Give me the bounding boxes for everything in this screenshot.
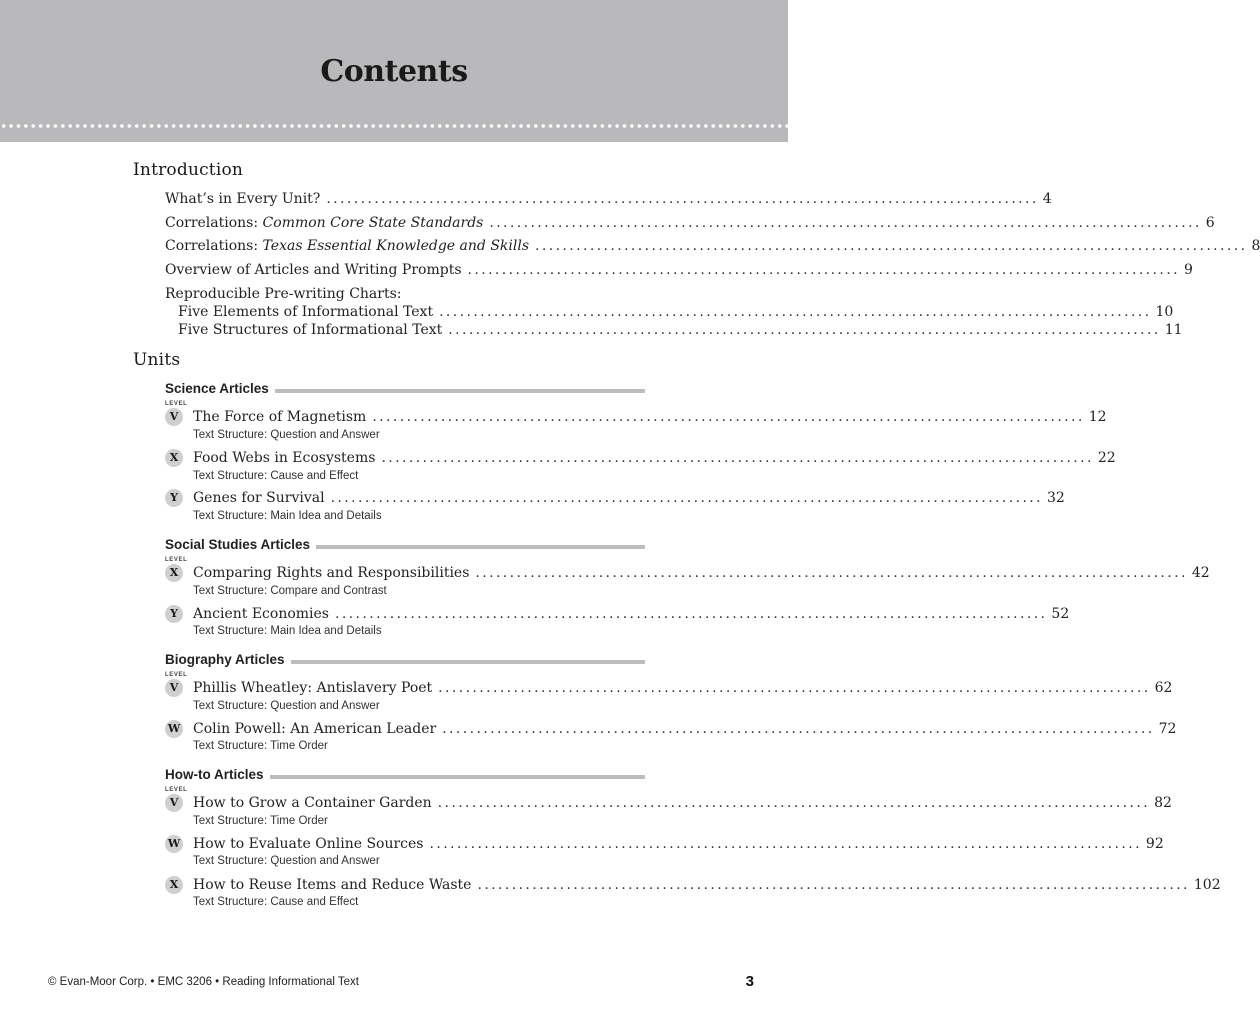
dot-leader: ........................................................................................................: [438, 680, 1151, 696]
level-badge: W: [165, 720, 183, 738]
article-title: How to Grow a Container Garden: [193, 795, 432, 811]
dot-leader: ........................................................................................................: [372, 409, 1085, 425]
introduction-heading: Introduction: [133, 160, 244, 180]
level-badge: Y: [165, 489, 183, 507]
text-structure: Text Structure: Compare and Contrast: [193, 585, 387, 597]
level-badge: V: [165, 679, 183, 697]
text-structure: Text Structure: Question and Answer: [193, 855, 380, 867]
article-page: 92: [1145, 836, 1164, 852]
article-title: Ancient Economies: [193, 606, 329, 622]
toc-entry-page: 11: [1164, 322, 1183, 338]
toc-entry-title: Correlations:: [165, 215, 263, 231]
footer-copyright: © Evan-Moor Corp. • EMC 3206 • Reading Informational Text: [48, 976, 359, 988]
dot-leader: ........................................................................................................: [489, 215, 1202, 231]
toc-entry[interactable]: [193, 721, 1177, 737]
text-structure: Text Structure: Main Idea and Details: [193, 510, 382, 522]
page-title: Contents: [320, 54, 468, 89]
level-badge: X: [165, 564, 183, 582]
charts-label: Reproducible Pre-writing Charts:: [165, 286, 402, 302]
toc-entry-title: Five Structures of Informational Text: [178, 322, 443, 338]
header-banner: [0, 0, 788, 142]
footer-page-number: 3: [745, 973, 754, 990]
text-structure: Text Structure: Time Order: [193, 815, 328, 827]
category-heading: [165, 767, 645, 782]
toc-entry[interactable]: [193, 565, 1210, 581]
level-badge: W: [165, 835, 183, 853]
dot-leader: ........................................................................................................: [330, 490, 1043, 506]
toc-entry[interactable]: [178, 304, 1174, 320]
toc-entry[interactable]: [193, 877, 1221, 893]
article-page: 32: [1047, 490, 1065, 506]
article-page: 62: [1154, 680, 1173, 696]
category-name: Science Articles: [165, 381, 269, 396]
text-structure: Text Structure: Time Order: [193, 740, 328, 752]
dot-leader: ........................................................................................................: [442, 721, 1155, 737]
dotted-border: [0, 124, 788, 128]
category-heading: [165, 537, 645, 552]
category-name: Social Studies Articles: [165, 537, 311, 552]
toc-entry-page: 10: [1155, 304, 1174, 320]
article-page: 42: [1191, 565, 1210, 581]
toc-entry-page: 9: [1183, 262, 1193, 278]
article-page: 82: [1154, 795, 1172, 811]
article-page: 72: [1158, 721, 1177, 737]
toc-entry[interactable]: [193, 836, 1164, 852]
toc-entry-page: 8: [1251, 238, 1260, 254]
dot-leader: ........................................................................................................: [448, 322, 1161, 338]
category-name: How-to Articles: [165, 767, 264, 782]
article-title: Colin Powell: An American Leader: [193, 721, 437, 737]
dot-leader: ........................................................................................................: [467, 262, 1180, 278]
toc-entry[interactable]: [165, 191, 1052, 207]
category-heading: [165, 652, 645, 667]
toc-entry-title-italic: Texas Essential Knowledge and Skills: [262, 238, 530, 254]
article-title: The Force of Magnetism: [193, 409, 367, 425]
toc-entry-page: 4: [1042, 191, 1052, 207]
dot-leader: ........................................................................................................: [381, 450, 1094, 466]
toc-entry[interactable]: [178, 322, 1183, 338]
toc-entry-title: What’s in Every Unit?: [165, 191, 321, 207]
article-title: How to Reuse Items and Reduce Waste: [193, 877, 472, 893]
dot-leader: ........................................................................................................: [477, 877, 1190, 893]
category-rule: [275, 389, 645, 393]
article-title: Comparing Rights and Responsibilities: [193, 565, 470, 581]
level-label: LEVEL: [165, 401, 188, 407]
level-label: LEVEL: [165, 672, 188, 678]
dot-leader: ........................................................................................................: [429, 836, 1142, 852]
level-label: LEVEL: [165, 787, 188, 793]
category-name: Biography Articles: [165, 652, 285, 667]
text-structure: Text Structure: Question and Answer: [193, 700, 380, 712]
toc-entry-title-italic: Common Core State Standards: [262, 215, 484, 231]
text-structure: Text Structure: Question and Answer: [193, 429, 380, 441]
category-heading: [165, 381, 645, 396]
dot-leader: ........................................................................................................: [475, 565, 1188, 581]
toc-entry-page: 6: [1205, 215, 1215, 231]
article-page: 12: [1088, 409, 1107, 425]
dot-leader: ........................................................................................................: [535, 238, 1248, 254]
toc-entry-title: Correlations:: [165, 238, 263, 254]
toc-entry[interactable]: [193, 795, 1172, 811]
text-structure: Text Structure: Cause and Effect: [193, 896, 359, 908]
toc-entry[interactable]: [165, 215, 1215, 231]
level-badge: X: [165, 449, 183, 467]
level-badge: X: [165, 876, 183, 894]
article-page: 52: [1051, 606, 1070, 622]
category-rule: [316, 545, 645, 549]
level-badge: V: [165, 794, 183, 812]
level-label: LEVEL: [165, 557, 188, 563]
text-structure: Text Structure: Cause and Effect: [193, 470, 359, 482]
article-title: Phillis Wheatley: Antislavery Poet: [193, 680, 433, 696]
dot-leader: ........................................................................................................: [326, 191, 1039, 207]
article-page: 102: [1193, 877, 1221, 893]
dot-leader: ........................................................................................................: [437, 795, 1151, 811]
toc-entry[interactable]: [193, 450, 1116, 466]
toc-entry[interactable]: [193, 680, 1173, 696]
text-structure: Text Structure: Main Idea and Details: [193, 625, 382, 637]
dot-leader: ........................................................................................................: [334, 606, 1048, 622]
toc-entry[interactable]: [165, 238, 1260, 254]
category-rule: [270, 775, 645, 779]
toc-entry[interactable]: [193, 409, 1107, 425]
article-title: How to Evaluate Online Sources: [193, 836, 424, 852]
level-badge: V: [165, 408, 183, 426]
article-title: Food Webs in Ecosystems: [193, 450, 376, 466]
toc-entry-title: Overview of Articles and Writing Prompts: [165, 262, 462, 278]
toc-entry[interactable]: [193, 490, 1065, 506]
article-page: 22: [1097, 450, 1116, 466]
dot-leader: ........................................................................................................: [439, 304, 1152, 320]
units-heading: Units: [133, 350, 181, 370]
level-badge: Y: [165, 605, 183, 623]
toc-entry[interactable]: [193, 606, 1070, 622]
toc-entry[interactable]: [165, 262, 1193, 278]
toc-entry-title: Five Elements of Informational Text: [178, 304, 434, 320]
category-rule: [291, 660, 645, 664]
article-title: Genes for Survival: [193, 490, 325, 506]
